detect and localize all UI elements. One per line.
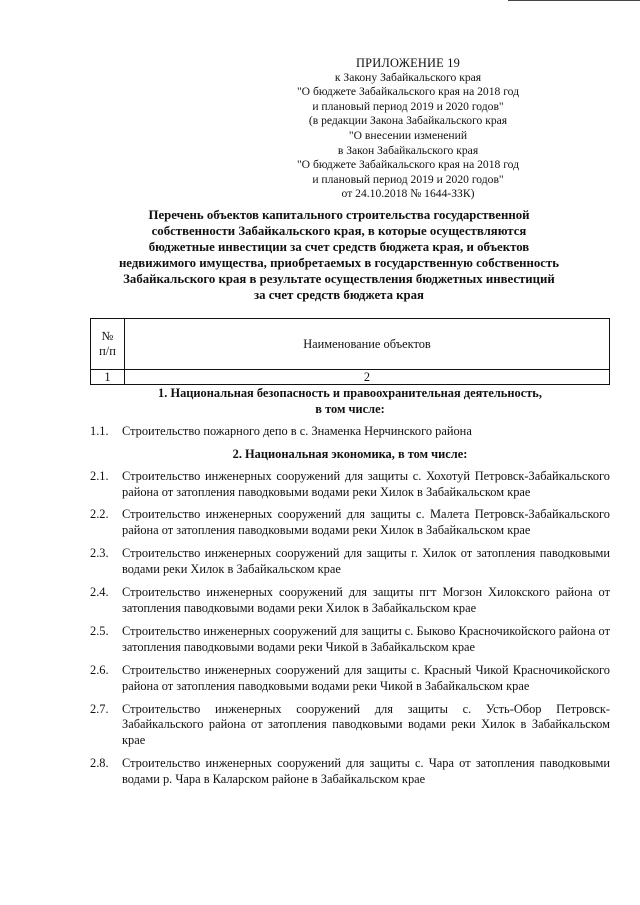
section-title-line: 1. Национальная безопасность и правоохранительная деятельность, <box>158 386 542 400</box>
item-text: Строительство инженерных сооружений для защиты пгт Могзон Хилокского района от затопления паводковыми водами реки Хилок в Забайкальском крае <box>122 585 610 615</box>
item-text: Строительство пожарного депо в с. Знаменка Нерчинского района <box>122 423 472 438</box>
list-item <box>90 507 610 539</box>
title-line: бюджетные инвестиции за счет средств бюджета края, и объектов <box>148 239 530 254</box>
appendix-line: "О внесении изменений <box>348 128 468 142</box>
item-number: 2.2. <box>90 507 109 522</box>
name-column-header: Наименование объектов <box>125 319 610 370</box>
title-line: Перечень объектов капитального строительства государственной <box>148 208 530 222</box>
item-text: Строительство инженерных сооружений для защиты с. Усть-Обор Петровск-Забайкальского района от затопления паводковыми водами реки Хилок в Забайкальском крае <box>122 701 610 748</box>
number-abbrev: п/п <box>99 344 116 358</box>
objects-table-header <box>90 318 610 385</box>
appendix-heading: ПРИЛОЖЕНИЕ 19 <box>355 56 461 70</box>
appendix-line: "О бюджете Забайкальского края на 2018 год <box>296 158 520 172</box>
appendix-line: (в редакции Закона Забайкальского края <box>308 114 508 128</box>
title-line: Забайкальского края в результате осуществления бюджетных инвестиций <box>123 271 555 286</box>
appendix-line: от 24.10.2018 № 1644-ЗЗК) <box>341 187 475 201</box>
objects-list <box>90 386 610 795</box>
item-text: Строительство инженерных сооружений для защиты с. Быково Красночикойского района от затопления паводковыми водами реки Чикой в Забайкальском крае <box>122 623 610 654</box>
list-item <box>90 702 610 750</box>
appendix-line: "О бюджете Забайкальского края на 2018 год <box>296 85 520 99</box>
appendix-line: в Закон Забайкальского края <box>337 143 479 157</box>
list-item <box>90 624 610 656</box>
appendix-block <box>288 56 528 202</box>
appendix-line: и плановый период 2019 и 2020 годов" <box>312 99 504 113</box>
list-item <box>90 756 610 788</box>
item-number: 2.7. <box>90 701 109 716</box>
column-index-2: 2 <box>125 370 610 385</box>
item-number: 1.1. <box>90 423 109 438</box>
list-item <box>90 585 610 617</box>
item-text: Строительство инженерных сооружений для защиты г. Хилок от затопления паводковыми водами реки Хилок в Забайкальском крае <box>122 546 610 577</box>
item-number: 2.3. <box>90 546 109 561</box>
item-text: Строительство инженерных сооружений для защиты с. Красный Чикой Красночикойского района от затопления паводковыми водами реки Чикой в Забайкальском крае <box>122 662 610 693</box>
number-column-header <box>91 319 125 370</box>
appendix-line: к Закону Забайкальского края <box>334 70 482 84</box>
item-number: 2.8. <box>90 756 109 771</box>
item-text: Строительство инженерных сооружений для защиты с. Чара от затопления паводковыми водами р. Чара в Каларском районе в Забайкальском крае <box>122 756 610 787</box>
item-number: 2.1. <box>90 468 109 483</box>
item-text: Строительство инженерных сооружений для защиты с. Хохотуй Петровск-Забайкальского района от затопления паводковыми водами реки Хилок в Забайкальском крае <box>122 468 610 499</box>
item-number: 2.4. <box>90 585 109 600</box>
document-title <box>86 208 592 303</box>
list-item <box>90 663 610 695</box>
section-title-1 <box>90 386 610 418</box>
column-index-1: 1 <box>91 370 125 385</box>
section-title-line: в том числе: <box>315 401 385 416</box>
column-index-row <box>91 370 610 385</box>
title-line: недвижимого имущества, приобретаемых в государственную собственность <box>118 255 560 270</box>
list-item <box>90 546 610 578</box>
list-item <box>90 424 610 440</box>
table-header-row <box>91 319 610 370</box>
item-text: Строительство инженерных сооружений для защиты с. Малета Петровск-Забайкальского района от затопления паводковыми водами реки Хилок в Забайкальском крае <box>122 507 610 538</box>
number-symbol: № <box>101 329 114 343</box>
item-number: 2.6. <box>90 662 109 677</box>
appendix-line: и плановый период 2019 и 2020 годов" <box>312 172 504 186</box>
title-line: собственности Забайкальского края, в которые осуществляются <box>151 223 527 238</box>
top-edge-line <box>508 0 640 1</box>
section-title-line: 2. Национальная экономика, в том числе: <box>232 446 468 461</box>
item-number: 2.5. <box>90 623 109 638</box>
section-title-2 <box>90 447 610 463</box>
list-item <box>90 469 610 501</box>
title-line: за счет средств бюджета края <box>254 287 424 302</box>
